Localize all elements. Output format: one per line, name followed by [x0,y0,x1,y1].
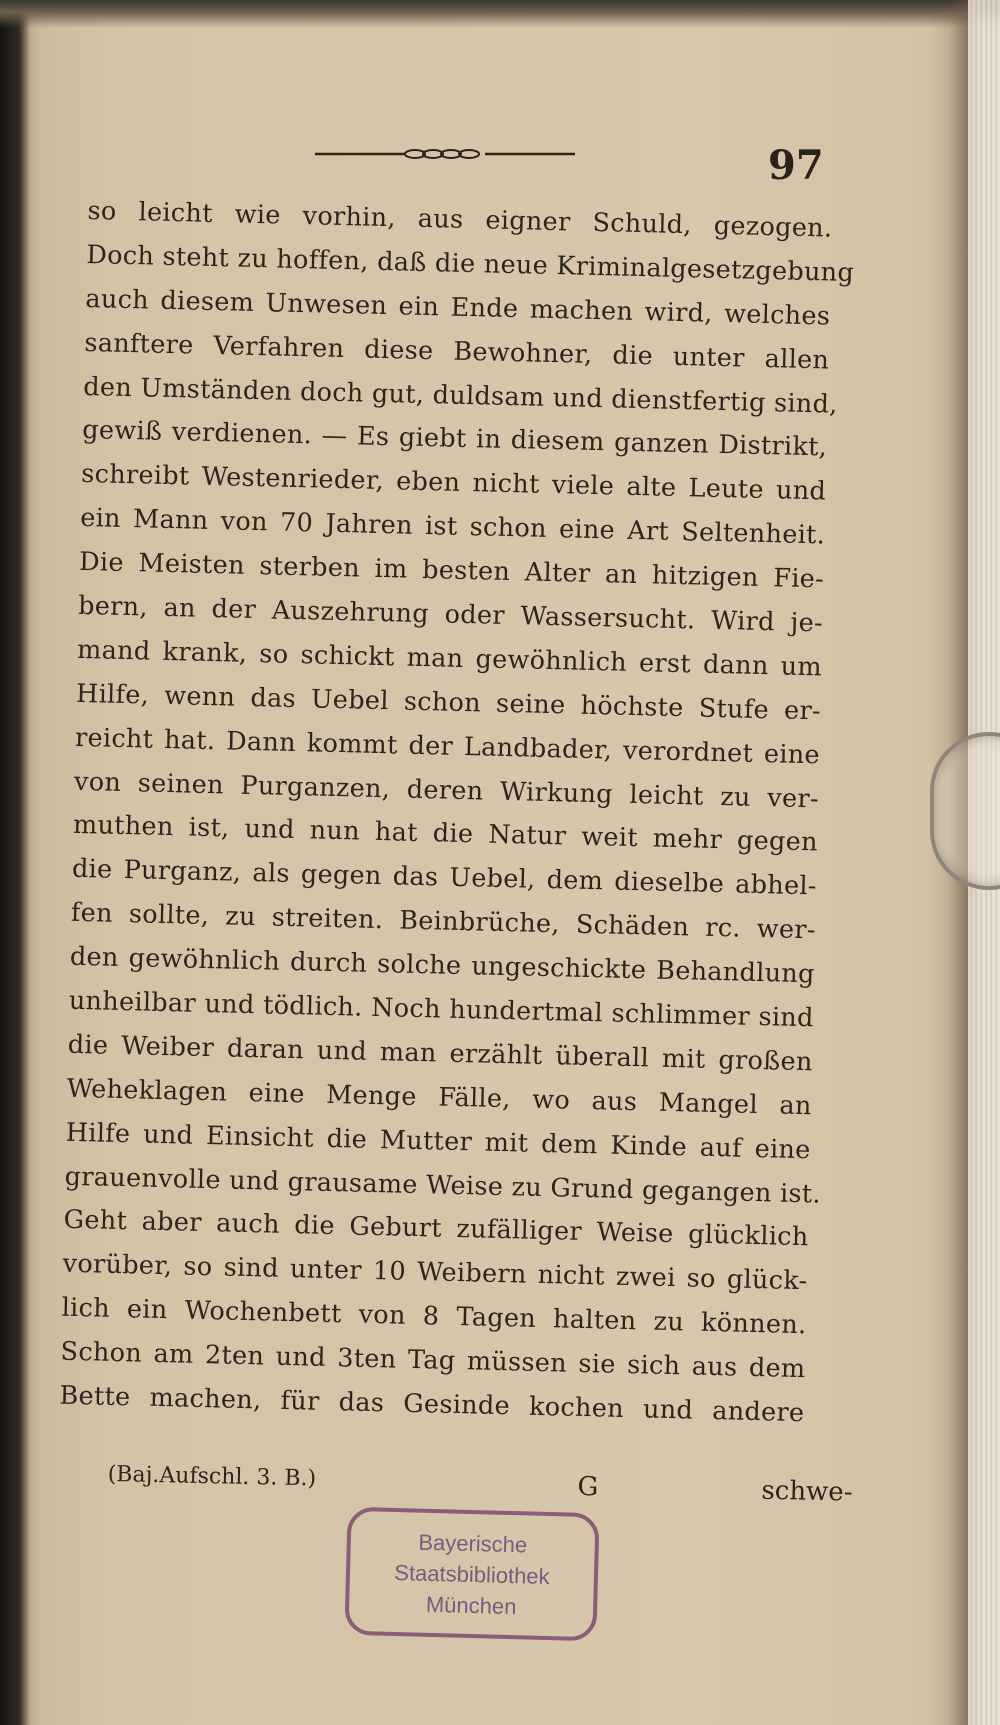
text-line: die Weiber daran und man erzählt überall mit großen [67,1029,814,1078]
page-number: 97 [768,142,824,189]
text-line: muthen ist, und nun hat die Natur weit mehr gegen [72,810,819,858]
catchword: schwe- [761,1475,853,1508]
text-line: auch diesem Unwesen ein Ende machen wird, welches [85,283,831,332]
text-line: Die Meisten sterben im besten Alter an hitzigen Fie- [78,547,825,595]
text-line: die Purganz, als gegen das Uebel, dem dieselbe abhel- [71,854,818,902]
text-line: bern, an der Auszehrung oder Wassersucht. Wird je- [77,590,824,639]
text-line: mand krank, so schickt man gewöhnlich erst dann um [76,634,823,683]
text-line: lich ein Wochenbett von 8 Tagen halten zu können. [61,1292,807,1341]
text-line: Doch steht zu hoffen, daß die neue Kriminalgesetzgebung [86,239,855,288]
series-reference: (Baj.Aufschl. 3. B.) [107,1462,317,1492]
text-line: den gewöhnlich durch solche ungeschickte Behandlung [69,941,816,990]
stamp-line: München [425,1591,517,1620]
text-line: den Umständen doch gut, duldsam und dienstfertig sind, [83,371,838,420]
page-clip-ring [930,732,1000,890]
text-line: vorüber, so sind unter 10 Weibern nicht zwei so glück- [62,1249,808,1297]
text-line: Schon am 2ten und 3ten Tag müssen sie sich aus dem [60,1336,806,1385]
book-gutter-shadow [0,0,30,1725]
text-line: grauenvolle und grausame Weise zu Grund gegangen ist. [64,1161,822,1210]
text-line: gewiß verdienen. — Es giebt in diesem ganzen Distrikt, [81,415,828,463]
text-line: reicht hat. Dann kommt der Landbader, verordnet eine [74,722,821,771]
text-line: so leicht wie vorhin, aus eigner Schuld, gezogen. [87,195,833,244]
text-line: sanftere Verfahren diese Bewohner, die unter allen [84,327,830,376]
text-line: Hilfe und Einsicht die Mutter mit dem Kinde auf eine [65,1117,811,1165]
signature-mark: G [577,1471,599,1503]
text-line: Bette machen, für das Gesinde kochen und andere [59,1380,805,1429]
stamp-line: Bayerische [418,1529,528,1558]
text-line: von seinen Purganzen, deren Wirkung leicht zu ver- [73,766,820,814]
text-line: Weheklagen eine Menge Fälle, wo aus Mangel an [66,1073,812,1122]
body-text-block [59,190,855,1436]
text-line: fen sollte, zu streiten. Beinbrüche, Schäden rc. wer- [70,898,817,946]
stamp-line: Staatsbibliothek [394,1559,550,1590]
library-stamp [344,1507,599,1642]
header-ornament-rule [315,145,575,163]
page-top-edge [0,0,1000,28]
text-line: Hilfe, wenn das Uebel schon seine höchste Stufe er- [75,678,822,727]
text-line: schreibt Westenrieder, eben nicht viele alte Leute und [80,459,827,507]
text-line: unheilbar und tödlich. Noch hundertmal schlimmer sind [68,985,815,1034]
text-line: Geht aber auch die Geburt zufälliger Weise glücklich [63,1205,809,1253]
text-line: ein Mann von 70 Jahren ist schon eine Art Seltenheit. [79,503,826,551]
